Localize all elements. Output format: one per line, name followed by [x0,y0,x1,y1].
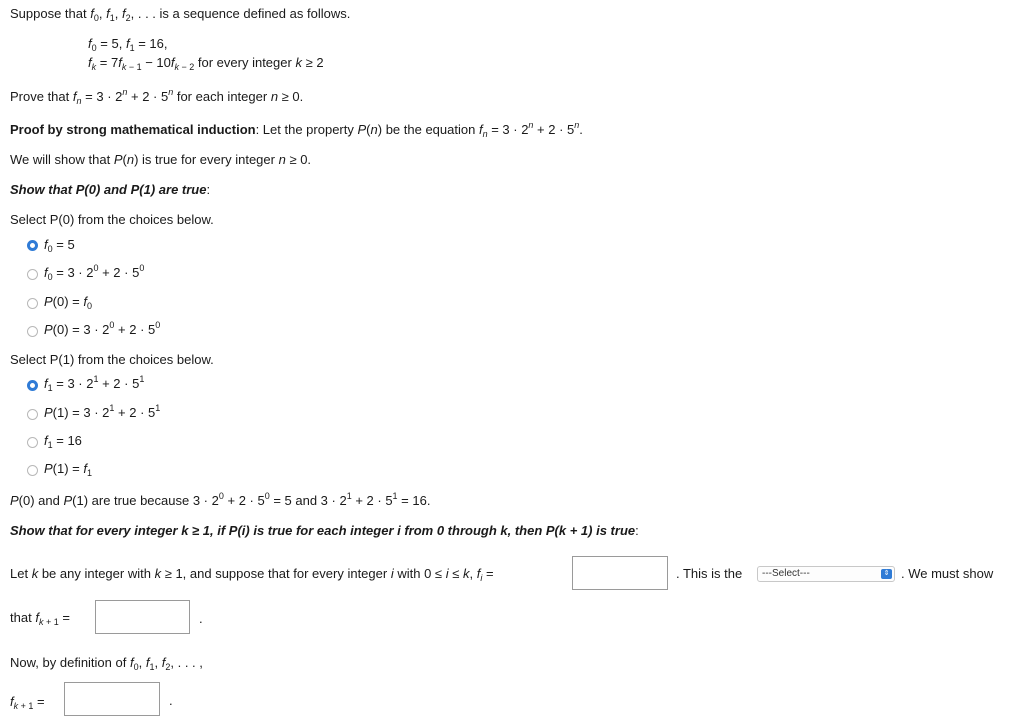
sequence-definition-2: $f_k = 7f_{k - 1} - 10f_{k - 2}$ for every integer k ≥ 2 [88,55,324,72]
p0-prompt: Select P(0) from the choices below. [10,212,214,227]
period-1: . [199,611,203,626]
p0-option-2-radio[interactable] [27,269,38,280]
p0-option-2-label[interactable]: $f_0 = 3 \cdot 2^0 + 2 \cdot 5^0$ [44,263,145,282]
fk1-definition-label: $f_{k + 1}$ = [10,694,45,711]
p1-prompt: Select P(1) from the choices below. [10,352,214,367]
now-by-definition-text: Now, by definition of $f_0$, $f_1$, $f_2$, . . . , [10,655,203,672]
p1-option-3-label[interactable]: $f_1 = 16$ [44,433,82,450]
inductive-step-heading: Show that for every integer k ≥ 1, if P(i) is true for each integer i from 0 through k, then P(k + 1) is true: [10,523,639,538]
period-2: . [169,693,173,708]
fk1-definition-input[interactable] [64,682,160,716]
p1-option-4-radio[interactable] [27,465,38,476]
we-will-show: We will show that P(n) is true for every integer n ≥ 0. [10,152,312,167]
p0-option-4-radio[interactable] [27,326,38,337]
inductive-hypothesis-text: Let k be any integer with k ≥ 1, and suppose that for every integer i with 0 ≤ i ≤ k, $f_i$ = [10,566,494,583]
that-fk1-label: that $f_{k + 1}$ = [10,610,70,627]
p0-option-3-radio[interactable] [27,298,38,309]
problem-statement: Suppose that $f_0$, $f_1$, $f_2$, . . . is a sequence defined as follows. [10,6,351,23]
sequence-definition-1: $f_0 = 5$, $f_1 = 16$, [88,36,168,53]
p1-option-1-label[interactable]: $f_1 = 3 \cdot 2^1 + 2 \cdot 5^1$ [44,374,145,393]
proof-heading: Proof by strong mathematical induction: Let the property P(n) be the equation $f_n = 3 \cdot 2^n + 2 \cdot 5^n$. [10,120,583,139]
p0-option-1-label[interactable]: $f_0 = 5$ [44,237,75,254]
p1-option-2-radio[interactable] [27,409,38,420]
p1-option-3-radio[interactable] [27,437,38,448]
p1-option-2-label[interactable]: $P(1) = 3 \cdot 2^1 + 2 \cdot 5^1$ [44,403,161,420]
base-case-conclusion: P(0) and P(1) are true because $3 \cdot 2^0 + 2 \cdot 5^0 = 5$ and $3 \cdot 2^1 + 2 \cdot 5^1 = 16$. [10,491,431,508]
p1-option-1-radio[interactable] [27,380,38,391]
p0-option-3-label[interactable]: $P(0) = f_0$ [44,294,93,311]
select-updown-icon: ⇕ [881,569,892,579]
p0-option-1-radio[interactable] [27,240,38,251]
p0-option-4-label[interactable]: $P(0) = 3 \cdot 2^0 + 2 \cdot 5^0$ [44,320,161,337]
fk1-target-input[interactable] [95,600,190,634]
p1-option-4-label[interactable]: $P(1) = f_1$ [44,461,93,478]
base-case-heading: Show that P(0) and P(1) are true: [10,182,211,197]
this-is-the-text: . This is the [676,566,743,581]
must-show-text: . We must show [901,566,994,581]
prove-statement: Prove that $f_n = 3 \cdot 2^n + 2 \cdot 5^n$ for each integer n ≥ 0. [10,87,304,106]
fi-answer-input[interactable] [572,556,668,590]
hypothesis-type-select[interactable]: ---Select--- ⇕ [757,566,895,582]
